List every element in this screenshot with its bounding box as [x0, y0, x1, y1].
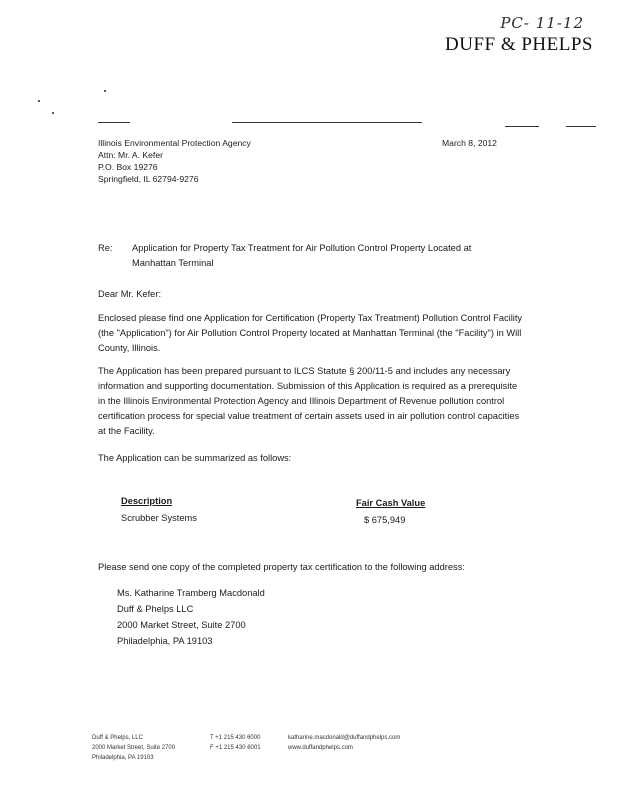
table-cell-description: Scrubber Systems — [121, 513, 197, 523]
footer-line: F +1 215 430 6001 — [210, 745, 261, 751]
footer-line: Duff & Phelps, LLC — [92, 735, 143, 741]
request-text: Please send one copy of the completed property tax certification to the following address: — [98, 562, 465, 572]
handwritten-note: PC- 11-12 — [500, 14, 584, 32]
header-rule — [505, 126, 539, 127]
scan-speck — [52, 112, 54, 114]
footer-line: Philadelphia, PA 19103 — [92, 755, 154, 761]
table-cell-value: $ 675,949 — [364, 515, 406, 525]
address-line: Duff & Phelps LLC — [117, 604, 194, 614]
header-rule — [232, 122, 422, 123]
recipient-line: Attn: Mr. A. Kefer — [98, 150, 163, 160]
header-rule — [98, 122, 130, 123]
body-paragraph: Enclosed please find one Application for Certification (Property Tax Treatment) Pollution Control Facility (the "Application") for Air Pollution Control Property located at Manhattan Terminal (the "Facility") in Will County, Illinois. — [98, 313, 523, 353]
recipient-line: Springfield, IL 62794-9276 — [98, 174, 199, 184]
recipient-address — [98, 137, 251, 185]
subject-label: Re: — [98, 243, 113, 253]
body-paragraph: The Application has been prepared pursuant to ILCS Statute § 200/11-5 and includes any necessary information and supporting documentation. Submission of this Application is required as a prerequisite in the Illinois Environmental Protection Agency and Illinois Department of Revenue pollution control certification process for special value treatment of certain assets used in air pollution control capacities at the Facility. — [98, 366, 520, 436]
address-line: Philadelphia, PA 19103 — [117, 636, 213, 646]
mailing-address — [117, 585, 265, 649]
scan-speck — [104, 90, 106, 92]
footer-line: 2000 Market Street, Suite 2700 — [92, 745, 176, 751]
address-line: 2000 Market Street, Suite 2700 — [117, 620, 246, 630]
salutation: Dear Mr. Kefer: — [98, 289, 162, 299]
table-header-value: Fair Cash Value — [356, 498, 426, 508]
header-rule — [566, 126, 596, 127]
recipient-line: Illinois Environmental Protection Agency — [98, 138, 251, 148]
footer-line: www.duffandphelps.com — [288, 745, 353, 751]
footer-line: T +1 215 430 6000 — [210, 735, 261, 741]
address-line: Ms. Katharine Tramberg Macdonald — [117, 588, 265, 598]
company-logo: DUFF & PHELPS — [445, 34, 593, 55]
table-header-description: Description — [121, 496, 173, 506]
recipient-line: P.O. Box 19276 — [98, 162, 158, 172]
footer-company — [92, 733, 175, 763]
scan-speck — [38, 100, 40, 102]
subject-text: Application for Property Tax Treatment for Air Pollution Control Property Located at Manhattan Terminal — [132, 243, 472, 268]
footer-line: katharine.macdonald@duffandphelps.com — [288, 735, 401, 741]
footer-contact — [288, 733, 400, 753]
body-paragraph: The Application can be summarized as follows: — [98, 453, 292, 463]
letter-date: March 8, 2012 — [442, 138, 497, 148]
footer-phone — [210, 733, 261, 753]
